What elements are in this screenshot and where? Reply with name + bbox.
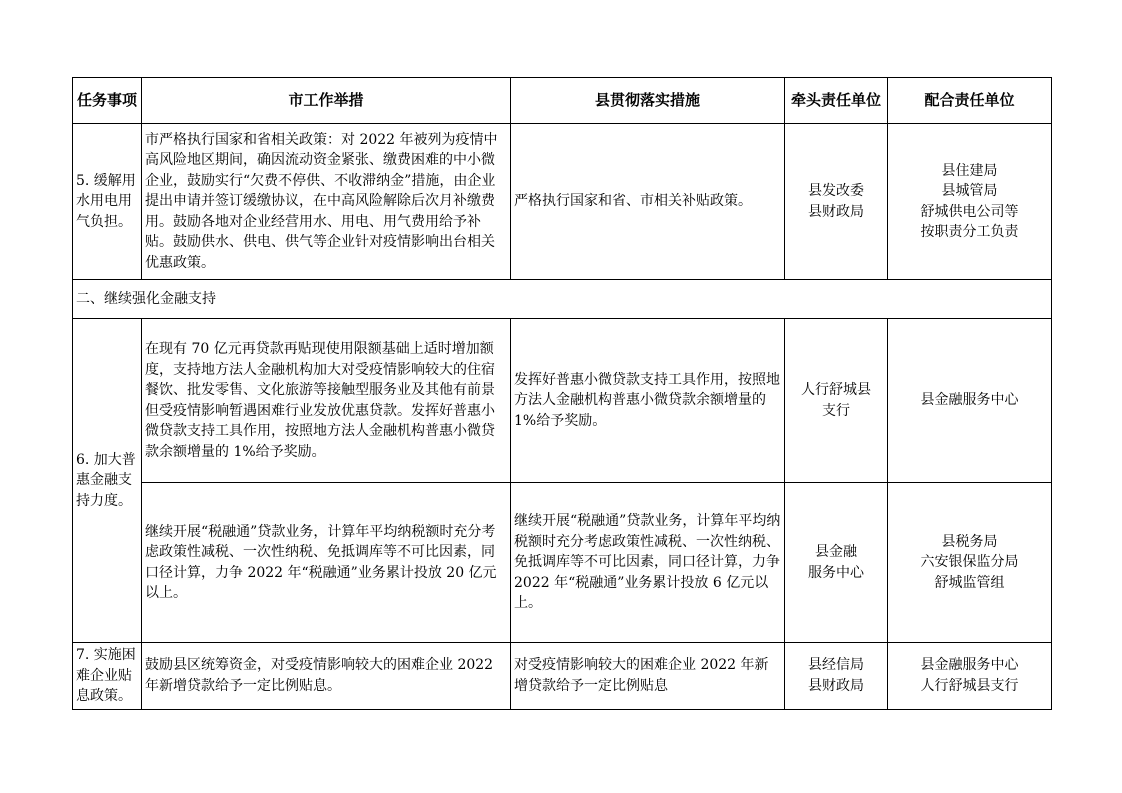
city-measure-cell: 继续开展“税融通”贷款业务，计算年平均纳税额时充分考虑政策性减税、一次性纳税、免抵调库等不可比因素，同口径计算，力争 2022 年“税融通”业务累计投放 20 亿元以上。 <box>142 483 511 643</box>
header-county-measures: 县贯彻落实措施 <box>511 78 785 124</box>
section-row <box>73 280 1052 319</box>
table-row <box>73 643 1052 710</box>
lead-unit-cell: 县金融 服务中心 <box>785 483 888 643</box>
lead-unit-cell: 县经信局 县财政局 <box>785 643 888 710</box>
city-measure-cell: 在现有 70 亿元再贷款再贴现使用限额基础上适时增加额度，支持地方法人金融机构加大对受疫情影响较大的住宿餐饮、批发零售、文化旅游等接触型服务业及其他有前景但受疫情影响暂遇困难行业发放优惠贷款。发挥好普惠小微贷款支持工具作用，按照地方法人金融机构普惠小微贷款余额增量的 1%给予奖励。 <box>142 319 511 483</box>
city-measure-cell: 鼓励县区统筹资金，对受疫情影响较大的困难企业 2022 年新增贷款给予一定比例贴息。 <box>142 643 511 710</box>
lead-unit-cell: 县发改委 县财政局 <box>785 124 888 280</box>
header-lead-unit: 牵头责任单位 <box>785 78 888 124</box>
coop-unit-cell: 县金融服务中心 人行舒城县支行 <box>888 643 1052 710</box>
task-cell: 7. 实施困难企业贴息政策。 <box>73 643 142 710</box>
policy-table <box>72 77 1052 710</box>
task-cell: 5. 缓解用水用电用气负担。 <box>73 124 142 280</box>
county-measure-cell: 严格执行国家和省、市相关补贴政策。 <box>511 124 785 280</box>
county-measure-cell: 对受疫情影响较大的困难企业 2022 年新增贷款给予一定比例贴息 <box>511 643 785 710</box>
header-row <box>73 78 1052 124</box>
coop-unit-cell: 县税务局 六安银保监分局 舒城监管组 <box>888 483 1052 643</box>
header-task: 任务事项 <box>73 78 142 124</box>
city-measure-cell: 市严格执行国家和省相关政策：对 2022 年被列为疫情中高风险地区期间，确因流动资金紧张、缴费困难的中小微企业，鼓励实行“欠费不停供、不收滞纳金”措施，由企业提出申请并签订缓缴协议，在中高风险解除后次月补缴费用。鼓励各地对企业经营用水、用电、用气费用给予补贴。鼓励供水、供电、供气等企业针对疫情影响出台相关优惠政策。 <box>142 124 511 280</box>
header-coop-unit: 配合责任单位 <box>888 78 1052 124</box>
task-cell: 6. 加大普惠金融支持力度。 <box>73 319 142 643</box>
section-heading: 二、继续强化金融支持 <box>73 280 1052 319</box>
table-row <box>73 124 1052 280</box>
table-row <box>73 483 1052 643</box>
coop-unit-cell: 县金融服务中心 <box>888 319 1052 483</box>
header-city-measures: 市工作举措 <box>142 78 511 124</box>
lead-unit-cell: 人行舒城县 支行 <box>785 319 888 483</box>
table-row <box>73 319 1052 483</box>
county-measure-cell: 发挥好普惠小微贷款支持工具作用，按照地方法人金融机构普惠小微贷款余额增量的 1%给予奖励。 <box>511 319 785 483</box>
county-measure-cell: 继续开展“税融通”贷款业务，计算年平均纳税额时充分考虑政策性减税、一次性纳税、免抵调库等不可比因素，同口径计算，力争 2022 年“税融通”业务累计投放 6 亿元以上。 <box>511 483 785 643</box>
coop-unit-cell: 县住建局 县城管局 舒城供电公司等 按职责分工负责 <box>888 124 1052 280</box>
